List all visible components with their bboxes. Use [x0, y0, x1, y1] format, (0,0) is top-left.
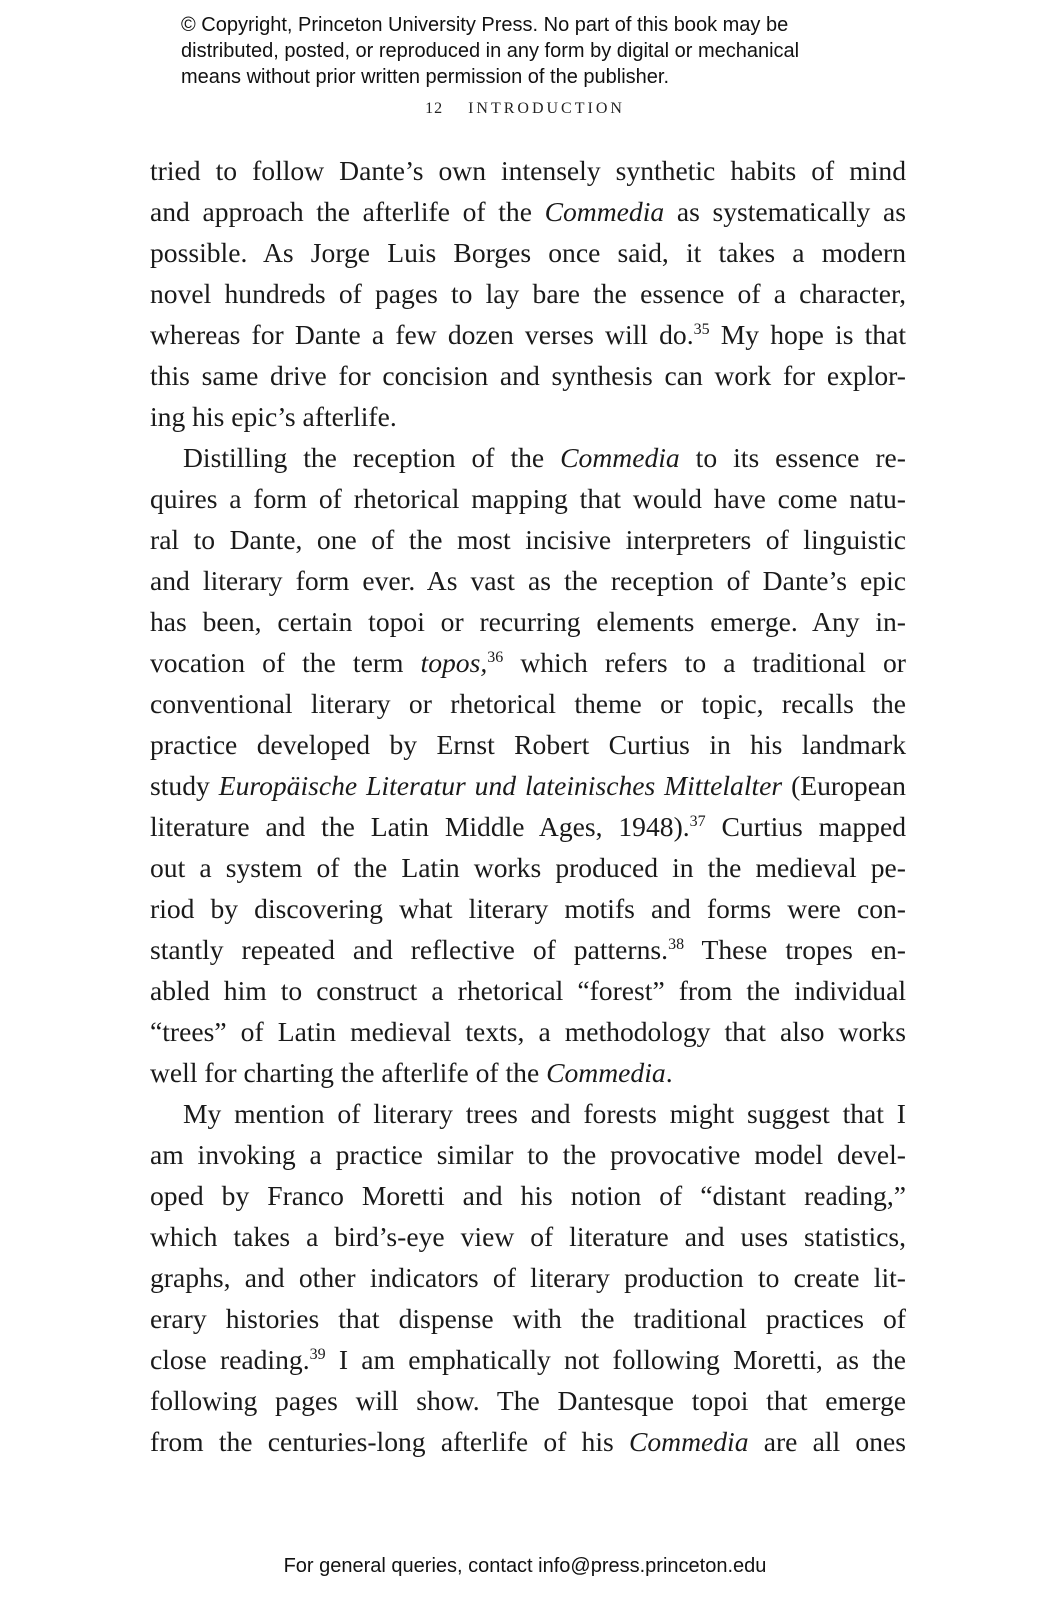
text-segment: . [665, 1057, 673, 1088]
text-line [150, 519, 906, 560]
text-line [150, 929, 906, 970]
text-line [150, 478, 906, 519]
running-head [0, 100, 1050, 118]
text-line [150, 888, 906, 929]
text-line [150, 1380, 906, 1421]
text-segment: practice developed by Ernst Robert Curtius in his landmark [150, 729, 906, 760]
text-segment: My mention of literary trees and forests might suggest that I [183, 1098, 906, 1129]
text-segment: (European [782, 770, 906, 801]
text-segment: out a system of the Latin works produced in the medieval pe- [150, 852, 906, 883]
text-segment: has been, certain topoi or recurring elements emerge. Any in- [150, 606, 906, 637]
text-line [150, 1052, 906, 1093]
text-line [150, 560, 906, 601]
text-segment: close reading. [150, 1344, 310, 1375]
text-segment: as systematically as [664, 196, 906, 227]
text-line [150, 191, 906, 232]
text-segment: Curtius mapped [705, 811, 907, 842]
copyright-line: distributed, posted, or reproduced in any form by digital or mechanical [181, 40, 800, 62]
footnote-marker: 36 [487, 649, 504, 666]
footer-contact: For general queries, contact info@press.princeton.edu [283, 1555, 767, 1577]
text-segment: tried to follow Dante’s own intensely synthetic habits of mind [150, 155, 906, 186]
text-segment: which refers to a traditional or [503, 647, 906, 678]
section-title: INTRODUCTION [468, 100, 625, 117]
text-segment: erary histories that dispense with the traditional practices of [150, 1303, 906, 1334]
text-segment: oped by Franco Moretti and his notion of “distant reading,” [150, 1180, 906, 1211]
text-line [150, 1257, 906, 1298]
text-segment: from the centuries-long afterlife of his [150, 1426, 629, 1457]
text-segment: well for charting the afterlife of the [150, 1057, 547, 1088]
text-line [150, 1421, 906, 1462]
text-line [150, 724, 906, 765]
text-segment: abled him to construct a rhetorical “forest” from the individual [150, 975, 906, 1006]
text-segment: stantly repeated and reflective of patterns. [150, 934, 669, 965]
italic-text: Commedia [544, 196, 665, 227]
text-line [150, 396, 906, 437]
page-number: 12 [425, 100, 444, 117]
italic-text: Commedia [628, 1426, 749, 1457]
text-line [150, 847, 906, 888]
text-segment: vocation of the term [150, 647, 421, 678]
text-segment: novel hundreds of pages to lay bare the essence of a character, [150, 278, 906, 309]
text-line [150, 273, 906, 314]
text-line [150, 355, 906, 396]
text-line [150, 642, 906, 683]
text-segment: ing his epic’s afterlife. [150, 401, 397, 432]
copyright-line: means without prior written permission of the publisher. [181, 66, 670, 88]
text-line [150, 1216, 906, 1257]
text-line [150, 1134, 906, 1175]
footnote-marker: 37 [689, 813, 706, 830]
text-line [150, 683, 906, 724]
text-segment: graphs, and other indicators of literary production to create lit- [150, 1262, 906, 1293]
text-segment: which takes a bird’s-eye view of literature and uses statistics, [150, 1221, 906, 1252]
text-line [150, 1011, 906, 1052]
text-line [150, 1093, 906, 1134]
text-segment: and literary form ever. As vast as the reception of Dante’s epic [150, 565, 906, 596]
text-segment: are all ones [748, 1426, 907, 1457]
text-line [150, 765, 906, 806]
text-segment: My hope is that [709, 319, 906, 350]
copyright-notice [181, 12, 941, 90]
text-segment: possible. As Jorge Luis Borges once said, it takes a modern [150, 237, 906, 268]
text-line [150, 1298, 906, 1339]
text-segment: this same drive for concision and synthesis can work for explor- [150, 360, 906, 391]
text-segment: following pages will show. The Dantesque topoi that emerge [150, 1385, 906, 1416]
italic-text: Commedia [560, 442, 680, 473]
italic-text: Commedia [546, 1057, 666, 1088]
italic-text: topos, [420, 647, 488, 678]
footnote-marker: 35 [693, 321, 710, 338]
text-line [150, 970, 906, 1011]
text-segment: “trees” of Latin medieval texts, a methodology that also works [150, 1016, 906, 1047]
text-line [150, 806, 906, 847]
text-segment: whereas for Dante a few dozen verses will do. [150, 319, 694, 350]
text-segment: study [150, 770, 219, 801]
text-segment: Distilling the reception of the [183, 442, 561, 473]
text-segment: conventional literary or rhetorical theme or topic, recalls the [150, 688, 906, 719]
text-segment: These tropes en- [684, 934, 906, 965]
text-segment: riod by discovering what literary motifs and forms were con- [150, 893, 906, 924]
footnote-marker: 39 [309, 1346, 326, 1363]
text-line [150, 314, 906, 355]
text-line [150, 1175, 906, 1216]
text-segment: and approach the afterlife of the [150, 196, 545, 227]
footnote-marker: 38 [668, 936, 685, 953]
italic-text: Europäische Literatur und lateinisches Mittelalter [218, 770, 783, 801]
text-segment: to its essence re- [679, 442, 906, 473]
text-segment: literature and the Latin Middle Ages, 1948). [150, 811, 690, 842]
text-line [150, 150, 906, 191]
text-segment: ral to Dante, one of the most incisive interpreters of linguistic [150, 524, 906, 555]
text-segment: quires a form of rhetorical mapping that would have come natu- [150, 483, 906, 514]
text-line [150, 232, 906, 273]
body-text [150, 150, 906, 1462]
text-segment: am invoking a practice similar to the provocative model devel- [150, 1139, 906, 1170]
text-line [150, 601, 906, 642]
text-segment: I am emphatically not following Moretti, as the [325, 1344, 906, 1375]
text-line [150, 1339, 906, 1380]
text-line [150, 437, 906, 478]
copyright-line: © Copyright, Princeton University Press. No part of this book may be [181, 14, 789, 36]
